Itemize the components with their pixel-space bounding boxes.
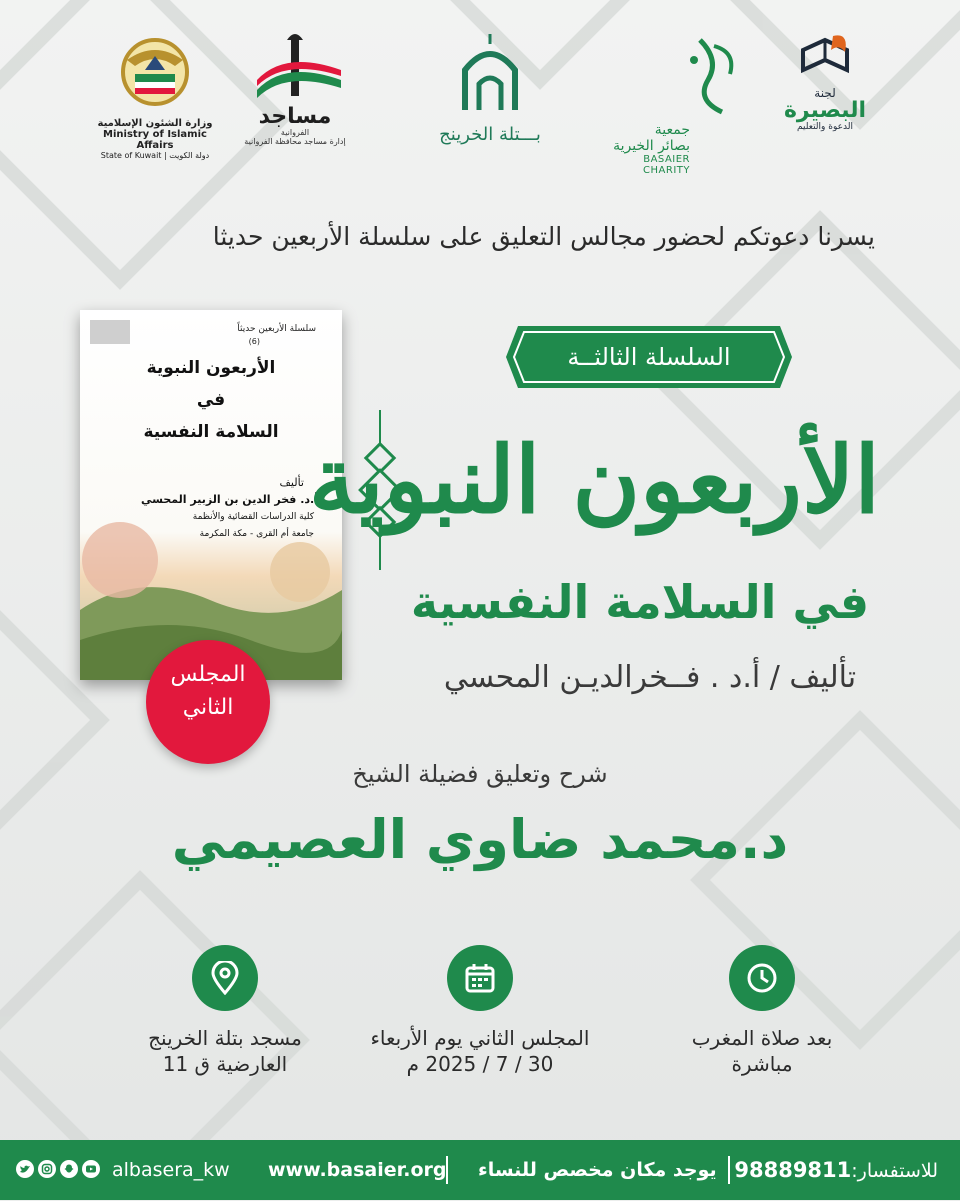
youtube-icon[interactable] <box>82 1160 100 1178</box>
time-circle <box>729 945 795 1011</box>
logo-ministry-line1: وزارة الشئون الإسلامية <box>97 118 213 129</box>
logo-basera-line2: البصيرة <box>783 98 867 123</box>
explanation-text: شرح وتعليق فضيلة الشيخ <box>352 760 608 788</box>
footer-handle[interactable]: albasera_kw <box>112 1159 230 1181</box>
location-circle <box>192 945 258 1011</box>
logo-charity-line2: بصائر الخيرية <box>613 138 690 154</box>
date-circle <box>447 945 513 1011</box>
sheikh-name: د.محمد ضاوي العصيمي <box>171 808 789 871</box>
time-line1: بعد صلاة المغرب <box>691 1026 833 1050</box>
book-author: أ.د. فخر الدين بن الزبير المحسي <box>141 493 318 506</box>
date-line2: 30 / 7 / 2025 م <box>406 1052 554 1076</box>
logo-batla-line1: بـــتلة الخرينج <box>439 124 541 145</box>
date-line1: المجلس الثاني يوم الأربعاء <box>370 1026 590 1050</box>
footer-separator <box>728 1156 730 1184</box>
logo-masajed <box>235 30 355 146</box>
logo-basera-line3: الدعوة والتعليم <box>797 122 853 132</box>
session-badge <box>146 640 270 764</box>
instagram-icon[interactable] <box>38 1160 56 1178</box>
footer-women-note: يوجد مكان مخصص للنساء <box>478 1159 717 1181</box>
twitter-icon[interactable] <box>16 1160 34 1178</box>
logo-charity <box>590 30 750 176</box>
logos-row <box>0 30 960 180</box>
book-title-line3: السلامة النفسية <box>143 422 279 442</box>
footer-phone-label: للاستفسار: <box>851 1160 938 1182</box>
mosque-icon <box>445 30 535 120</box>
session-badge-line1: المجلس <box>170 662 246 687</box>
logo-masajed-line1: مساجد <box>258 104 332 129</box>
time-line2: مباشرة <box>731 1052 793 1076</box>
invitation-text: يسرنا دعوتكم لحضور مجالس التعليق على سلسلة الأربعين حديثا <box>212 222 875 251</box>
calligraphy-icon <box>590 30 750 120</box>
snapchat-icon[interactable] <box>60 1160 78 1178</box>
book-title-line2: في <box>196 390 226 410</box>
series-banner <box>500 320 798 394</box>
book-faculty: كلية الدراسات القضائية والأنظمة <box>192 512 314 522</box>
calendar-icon <box>464 962 496 994</box>
clock-icon <box>746 962 778 994</box>
sub-title: في السلامة النفسية <box>410 575 870 629</box>
book-number: (6) <box>248 337 260 346</box>
social-icons <box>16 1160 100 1178</box>
book-title-line1: الأربعون النبوية <box>146 358 276 378</box>
logo-charity-line3: BASAIER CHARITY <box>643 154 690 176</box>
logo-ministry-line2: Ministry of Islamic Affairs <box>103 129 207 151</box>
book-quill-icon <box>795 30 855 80</box>
footer-phone[interactable] <box>734 1140 938 1200</box>
logo-ministry-line3: State of Kuwait | دولة الكويت <box>100 151 210 160</box>
location-line2: العارضية ق 11 <box>162 1052 288 1076</box>
info-date <box>350 945 610 1077</box>
location-pin-icon <box>210 961 240 995</box>
footer-website-link[interactable]: www.basaier.org <box>268 1159 447 1181</box>
main-title: الأربعون النبوية <box>308 426 880 534</box>
kuwait-emblem-icon <box>113 30 197 114</box>
info-location <box>95 945 355 1077</box>
location-line1: مسجد بتلة الخرينج <box>148 1026 302 1050</box>
book-university: جامعة أم القرى - مكة المكرمة <box>199 529 314 539</box>
logo-batla <box>390 30 590 145</box>
logo-masajed-line3: إدارة مساجد محافظة الفروانية <box>244 137 346 146</box>
minaret-icon <box>245 30 345 102</box>
logo-basera <box>770 30 880 132</box>
info-time <box>632 945 892 1077</box>
footer-bar <box>0 1140 960 1200</box>
logo-basera-line1: لجنة <box>814 86 836 100</box>
book-cover <box>80 310 342 680</box>
series-banner-text: السلسلة الثالثــة <box>567 343 731 371</box>
session-badge-line2: الثاني <box>182 695 234 720</box>
logo-masajed-line2: الفروانية <box>280 128 310 137</box>
footer-phone-number[interactable]: 98889811 <box>734 1158 852 1182</box>
book-series: سلسلة الأربعين حديثاً <box>237 324 316 334</box>
author-line: تأليف / أ.د . فــخرالديـن المحسي <box>443 660 857 695</box>
book-author-label: تأليف <box>279 476 304 489</box>
logo-ministry <box>85 30 225 160</box>
logo-charity-line1: جمعية <box>654 122 690 138</box>
